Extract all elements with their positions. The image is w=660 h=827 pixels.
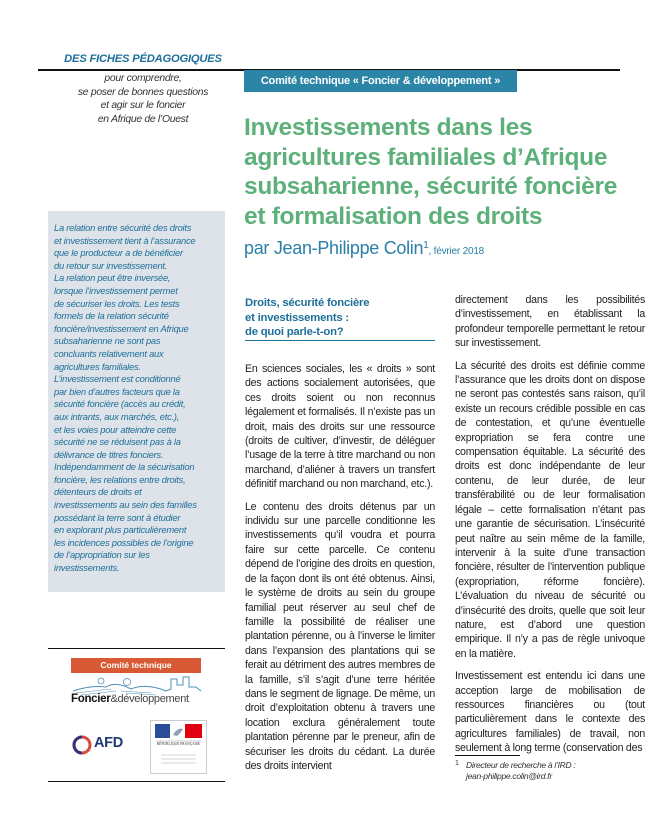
heading-line: de quoi parle-t-on? [245, 326, 344, 338]
section-heading [245, 296, 435, 340]
summary-line: et investissement tient à l’assurance [54, 234, 196, 246]
summary-line: aux intrants, aux marchés, etc.), [54, 410, 180, 422]
summary-line: possédant la terre sont à étudier [54, 511, 181, 523]
paragraph: Investissement est entendu ici dans une acception large de mobilisation de ressources financières ou (tout particulièrement dans le contexte des agricultures familiales) de travail, non seulement à long terme (conservation des [455, 670, 645, 755]
summary-line: Indépendamment de la sécurisation [54, 461, 195, 473]
heading-line: et investissements : [245, 311, 349, 324]
summary-line: La relation entre sécurité des droits [54, 222, 192, 233]
body-column-1 [245, 362, 435, 781]
divider [48, 781, 225, 782]
series-subtitle-line: pour comprendre, [104, 73, 182, 84]
footnote-divider [455, 755, 520, 756]
body-column-2 [455, 293, 645, 764]
summary-line: formels de la relation sécurité [54, 310, 169, 322]
marianne-flag-icon [151, 721, 206, 773]
paragraph: Le contenu des droits détenus par un individu sur une parcelle conditionne les investissements qu’il voudra et pourra faire sur cette parcelle. Ce contenu dépend de l’origine des droits en question, de la façon dont ils ont été obtenus. Ainsi, le système de droits au sein du groupe familial peut réserver au seul chef de famille la possibilité de réaliser une plantation pérenne, ou à l’inverse le limiter dans l’expansion des plantations qui se ferait au détriment des autres membres de la famille, s’il s’agit d’une terre héritée dans le segment de lignage. De même, un droit d’exploitation obtenu à travers une location exclura généralement toute plantation pérenne par le preneur, afin de sécuriser les droits du cédant. La durée des droits intervient [245, 500, 435, 772]
summary-line: foncière/investissement en Afrique [54, 322, 189, 334]
summary-line: les incidences possibles de l’origine [54, 536, 194, 548]
summary-line: investissements. [54, 562, 120, 574]
author: par Jean-Philippe Colin [244, 238, 424, 258]
summary-line: agricultures familiales. [54, 360, 141, 372]
summary-line: subsaharienne ne sont pas [54, 335, 161, 347]
byline [244, 238, 644, 259]
title-line: agricultures familiales d’Afrique [244, 143, 608, 171]
footnote-text: Directeur de recherche à l’IRD : [466, 760, 576, 770]
summary-line: et les voies pour atteindre cette [54, 423, 177, 435]
foncier-developpement-logo: Foncier&développement [71, 693, 189, 705]
title-line: et formalisation des droits [244, 202, 543, 230]
committee-banner: Comité technique « Foncier & développement » [244, 70, 517, 92]
title-line: subsaharienne, sécurité foncière [244, 173, 618, 200]
footnote-ref: 1 [423, 240, 429, 251]
series-subtitle [38, 72, 248, 126]
summary-line: en explorant plus particulièrement [54, 524, 187, 536]
heading-underline [245, 340, 435, 341]
title-line: Investissements dans les [244, 114, 533, 141]
summary-line: L’investissement est conditionné [54, 373, 181, 385]
footnote-email[interactable]: jean-philippe.colin@ird.fr [466, 771, 552, 781]
heading-line: Droits, sécurité foncière [245, 297, 370, 309]
series-title: DES FICHES PÉDAGOGIQUES [64, 53, 222, 65]
divider [48, 648, 225, 649]
summary-text [54, 222, 224, 575]
summary-line: foncière, les relations entre droits, [54, 473, 186, 485]
footnote-number: 1 [455, 760, 459, 767]
summary-line: de sécuriser les droits. Les tests [54, 297, 180, 309]
summary-line: de l’appropriation sur les [54, 549, 150, 561]
series-subtitle-line: en Afrique de l’Ouest [97, 113, 189, 125]
series-subtitle-line: et agir sur le foncier [100, 100, 186, 112]
summary-line: concluants relativement aux [54, 347, 164, 359]
afd-label: AFD [94, 735, 123, 751]
summary-line: détenteurs de droits et [54, 486, 142, 498]
summary-line: délivrance de titres fonciers. [54, 448, 164, 460]
committee-logo-banner: Comité technique [71, 658, 201, 673]
summary-line: par bien d’autres facteurs que la [54, 385, 180, 397]
publication-date: , février 2018 [428, 246, 485, 257]
page-title [244, 113, 644, 231]
summary-line: que le producteur a de bénéficier [54, 247, 183, 259]
paragraph: En sciences sociales, les « droits » sont des actions socialement autorisées, que ces droits soient ou non reconnus légalement et formalisés. Il n’existe pas un droit, mais des droits sur une ressource (droits de cultiver, d’investir, de déléguer l’usage de la terre à titre marchand ou non marchand, d’aliéner à travers un transfert définitif marchand ou non marchand, etc.). [245, 363, 435, 491]
summary-line: sécurité ne se réduisent pas à la [54, 436, 181, 448]
series-subtitle-line: se poser de bonnes questions [77, 86, 209, 98]
summary-line: lorsque l’investissement permet [54, 284, 178, 296]
summary-line: du retour sur investissement. [54, 259, 168, 271]
republique-francaise-logo [150, 720, 207, 774]
summary-line: sécurité foncière (accès au crédit, [54, 398, 186, 410]
paragraph: directement dans les possibilités d’investissement, en établissant la profondeur temporelle permettant le retour sur investissement. [455, 294, 645, 350]
paragraph: La sécurité des droits est définie comme l’assurance que les droits dont on dispose ne seront pas contestés sans raison, qu’il existe un recours crédible possible en cas de contestation, et qu’une éventuelle expropriation se fera contre une compensation équitable. La sécurité des droits est donc indépendante de leur contenu, de leur durée, de leur transférabilité ou de leur formalisation légale – cette formalisation n’étant pas une garantie de sécurisation. L’insécurité peut naître au sein même de la famille, intervenir à la suite d’une transaction foncière, résulter de l’intervention publique (expropriation, réforme foncière). L’évaluation du niveau de sécurité ou d’insécurité des droits, quelle que soit leur nature, est d’abord une question empirique. Il n’y a pas de règle univoque en la matière. [455, 359, 645, 660]
summary-line: La relation peut être inversée, [54, 272, 171, 284]
republique-label: RÉPUBLIQUE FRANÇAISE [156, 742, 201, 746]
summary-box [48, 211, 225, 592]
summary-line: investissements au sein des familles [54, 499, 197, 511]
